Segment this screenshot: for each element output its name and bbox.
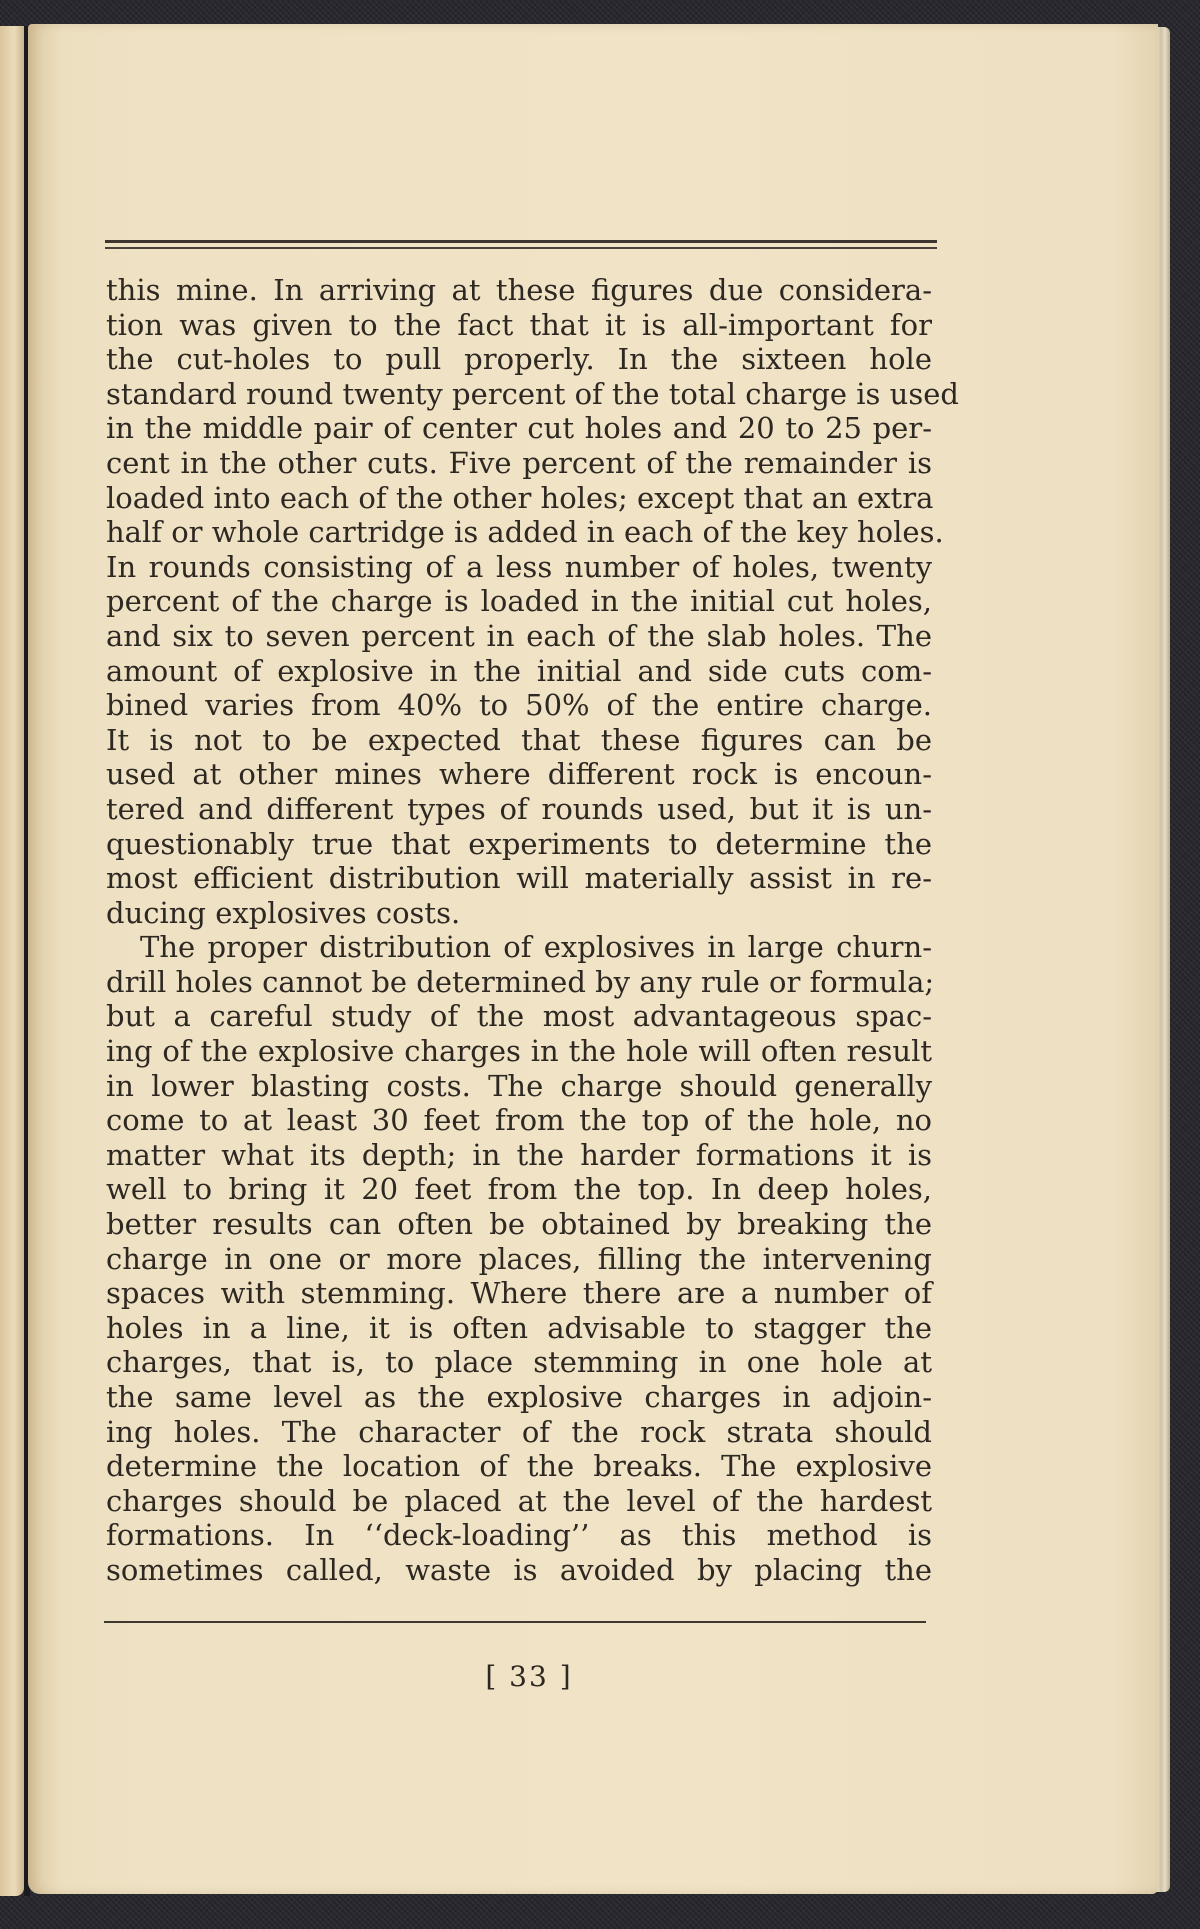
previous-page-edge [0, 26, 24, 1896]
footer-rule [104, 1621, 926, 1623]
text-line: the same level as the explosive charges in adjoin- [106, 1380, 932, 1414]
text-line: determine the location of the breaks. The explosive [106, 1449, 932, 1484]
page-number: [ 33 ] [485, 1660, 573, 1693]
text-line: and six to seven percent in each of the slab holes. The [106, 618, 932, 653]
text-line: used at other mines where different rock is encoun- [106, 757, 932, 792]
text-line: in lower blasting costs. The charge should generally [106, 1068, 932, 1103]
text-line: come to at least 30 feet from the top of the hole, no [106, 1103, 932, 1138]
text-line: in the middle pair of center cut holes and 20 to 25 per- [106, 411, 932, 446]
text-line: loaded into each of the other holes; except that an extra [106, 480, 934, 515]
text-line: drill holes cannot be determined by any rule or formula; [106, 964, 935, 999]
text-line: amount of explosive in the initial and side cuts com- [106, 653, 932, 688]
text-line: bined varies from 40% to 50% of the entire charge. [106, 688, 932, 723]
text-line: It is not to be expected that these figures can be [106, 722, 932, 757]
text-line: tion was given to the fact that it is all-important for [106, 307, 932, 342]
header-rule-thin [105, 247, 937, 249]
text-line: the cut-holes to pull properly. In the sixteen hole [106, 342, 932, 377]
text-line: this mine. In arriving at these figures due considera- [106, 273, 932, 307]
text-line: ing of the explosive charges in the hole will often result [106, 1034, 932, 1069]
header-rule-thick [105, 240, 937, 243]
text-line: holes in a line, it is often advisable to stagger the [106, 1310, 932, 1345]
text-line: matter what its depth; in the harder formations it is [106, 1137, 932, 1172]
text-line: The proper distribution of explosives in large churn- [140, 930, 932, 965]
text-line: but a careful study of the most advantageous spac- [106, 999, 932, 1034]
text-line: sometimes called, waste is avoided by placing the [106, 1552, 932, 1587]
paragraph-1 [106, 273, 959, 930]
text-line: most efficient distribution will materially assist in re- [106, 861, 932, 896]
text-line: standard round twenty percent of the total charge is used [106, 376, 959, 411]
text-line: ing holes. The character of the rock strata should [106, 1414, 932, 1449]
text-line: cent in the other cuts. Five percent of the remainder is [106, 445, 932, 480]
text-line: better results can often be obtained by breaking the [106, 1207, 932, 1242]
text-line: In rounds consisting of a less number of holes, twenty [106, 549, 932, 584]
text-line: charges should be placed at the level of the hardest [106, 1483, 932, 1518]
text-line: formations. In ‘‘deck-loading’’ as this method is [106, 1518, 932, 1553]
text-line: well to bring it 20 feet from the top. In deep holes, [106, 1172, 932, 1207]
body-text [106, 273, 959, 1588]
paragraph-2 [106, 930, 935, 1587]
text-line: ducing explosives costs. [106, 895, 461, 930]
header-double-rule [105, 240, 937, 249]
text-line: charges, that is, to place stemming in one hole at [106, 1345, 932, 1380]
text-line: percent of the charge is loaded in the initial cut holes, [106, 584, 932, 619]
text-line: charge in one or more places, filling the intervening [106, 1241, 932, 1276]
text-line: questionably true that experiments to determine the [106, 826, 932, 861]
text-line: spaces with stemming. Where there are a number of [106, 1276, 932, 1311]
text-line: half or whole cartridge is added in each of the key holes. [106, 515, 944, 550]
text-line: tered and different types of rounds used, but it is un- [106, 791, 932, 826]
